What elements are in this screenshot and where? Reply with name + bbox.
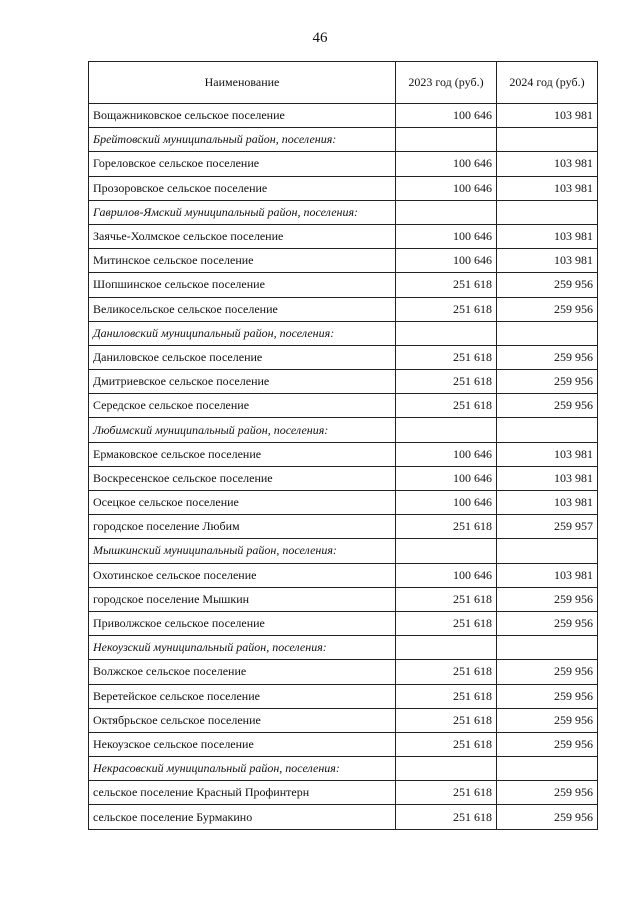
table-row [89, 466, 598, 490]
cell-2024: 259 956 [497, 781, 598, 805]
table-row [89, 805, 598, 829]
cell-2023: 251 618 [396, 587, 497, 611]
table-row [89, 660, 598, 684]
page-number: 46 [312, 30, 328, 46]
cell-2024: 103 981 [497, 249, 598, 273]
table-row [89, 781, 598, 805]
cell-2023 [396, 200, 497, 224]
cell-2023: 251 618 [396, 660, 497, 684]
cell-2023: 251 618 [396, 732, 497, 756]
table-row [89, 104, 598, 128]
cell-name: Мышкинский муниципальный район, поселения: [89, 539, 396, 563]
cell-name: Шопшинское сельское поселение [89, 273, 396, 297]
cell-2024 [497, 200, 598, 224]
cell-name: Некоузское сельское поселение [89, 732, 396, 756]
cell-2024: 103 981 [497, 176, 598, 200]
cell-2023: 251 618 [396, 611, 497, 635]
cell-name: Даниловский муниципальный район, поселения: [89, 321, 396, 345]
cell-name: Даниловское сельское поселение [89, 345, 396, 369]
cell-2024: 259 956 [497, 611, 598, 635]
cell-name: Ермаковское сельское поселение [89, 442, 396, 466]
group-row [89, 636, 598, 660]
cell-name: Волжское сельское поселение [89, 660, 396, 684]
cell-name: Митинское сельское поселение [89, 249, 396, 273]
cell-2024: 259 957 [497, 515, 598, 539]
cell-2024: 103 981 [497, 442, 598, 466]
cell-2024: 103 981 [497, 563, 598, 587]
group-row [89, 128, 598, 152]
cell-2023: 251 618 [396, 515, 497, 539]
header-2024: 2024 год (руб.) [497, 62, 598, 104]
cell-2024: 103 981 [497, 152, 598, 176]
table-row [89, 515, 598, 539]
table-row [89, 394, 598, 418]
cell-name: Некрасовский муниципальный район, поселения: [89, 757, 396, 781]
cell-2023: 251 618 [396, 394, 497, 418]
cell-name: Вощажниковское сельское поселение [89, 104, 396, 128]
cell-2023: 100 646 [396, 152, 497, 176]
cell-name: Воскресенское сельское поселение [89, 466, 396, 490]
cell-name: городское поселение Мышкин [89, 587, 396, 611]
cell-2024 [497, 321, 598, 345]
cell-2023 [396, 636, 497, 660]
table-row [89, 708, 598, 732]
cell-name: Некоузский муниципальный район, поселения: [89, 636, 396, 660]
cell-2024: 259 956 [497, 587, 598, 611]
cell-2024: 259 956 [497, 660, 598, 684]
cell-name: Гаврилов-Ямский муниципальный район, поселения: [89, 200, 396, 224]
cell-2023: 251 618 [396, 273, 497, 297]
cell-2023 [396, 418, 497, 442]
cell-2023: 100 646 [396, 176, 497, 200]
table-row [89, 611, 598, 635]
cell-2024: 259 956 [497, 708, 598, 732]
cell-2023: 251 618 [396, 297, 497, 321]
cell-2024: 103 981 [497, 224, 598, 248]
table-row [89, 587, 598, 611]
table-row [89, 297, 598, 321]
cell-name: Прозоровское сельское поселение [89, 176, 396, 200]
cell-2024: 259 956 [497, 394, 598, 418]
cell-2024: 259 956 [497, 345, 598, 369]
cell-name: Любимский муниципальный район, поселения: [89, 418, 396, 442]
cell-2024 [497, 636, 598, 660]
group-row [89, 321, 598, 345]
table-header-row [89, 62, 598, 104]
cell-2023: 100 646 [396, 104, 497, 128]
table-row [89, 563, 598, 587]
cell-name: Брейтовский муниципальный район, поселения: [89, 128, 396, 152]
cell-2024: 103 981 [497, 491, 598, 515]
cell-name: Заячье-Холмское сельское поселение [89, 224, 396, 248]
table-row [89, 345, 598, 369]
cell-2023: 251 618 [396, 708, 497, 732]
cell-2024: 259 956 [497, 732, 598, 756]
cell-2023: 100 646 [396, 442, 497, 466]
table-row [89, 152, 598, 176]
table-row [89, 176, 598, 200]
cell-2023: 100 646 [396, 224, 497, 248]
cell-2024 [497, 757, 598, 781]
cell-2023: 100 646 [396, 491, 497, 515]
group-row [89, 418, 598, 442]
cell-name: Приволжское сельское поселение [89, 611, 396, 635]
cell-name: Осецкое сельское поселение [89, 491, 396, 515]
cell-2024 [497, 418, 598, 442]
cell-2024: 103 981 [497, 104, 598, 128]
cell-2024: 259 956 [497, 370, 598, 394]
table-row [89, 442, 598, 466]
cell-2024: 259 956 [497, 684, 598, 708]
header-2023: 2023 год (руб.) [396, 62, 497, 104]
table-row [89, 491, 598, 515]
group-row [89, 200, 598, 224]
group-row [89, 757, 598, 781]
cell-2023 [396, 128, 497, 152]
cell-name: сельское поселение Красный Профинтерн [89, 781, 396, 805]
header-name: Наименование [89, 62, 396, 104]
cell-2023: 100 646 [396, 466, 497, 490]
cell-2023: 251 618 [396, 781, 497, 805]
cell-name: сельское поселение Бурмакино [89, 805, 396, 829]
cell-name: Середское сельское поселение [89, 394, 396, 418]
cell-2024 [497, 539, 598, 563]
table-row [89, 732, 598, 756]
cell-2023: 251 618 [396, 684, 497, 708]
cell-2023: 251 618 [396, 345, 497, 369]
cell-2024 [497, 128, 598, 152]
cell-2024: 259 956 [497, 273, 598, 297]
cell-2023: 100 646 [396, 563, 497, 587]
cell-2023: 251 618 [396, 370, 497, 394]
cell-name: городское поселение Любим [89, 515, 396, 539]
table-row [89, 273, 598, 297]
cell-name: Веретейское сельское поселение [89, 684, 396, 708]
table-row [89, 370, 598, 394]
budget-table [88, 61, 598, 830]
table-row [89, 249, 598, 273]
table-row [89, 224, 598, 248]
cell-2023 [396, 757, 497, 781]
cell-2024: 259 956 [497, 297, 598, 321]
cell-2023: 100 646 [396, 249, 497, 273]
table-row [89, 684, 598, 708]
cell-name: Великосельское сельское поселение [89, 297, 396, 321]
cell-name: Гореловское сельское поселение [89, 152, 396, 176]
cell-name: Дмитриевское сельское поселение [89, 370, 396, 394]
cell-2023 [396, 321, 497, 345]
cell-2023 [396, 539, 497, 563]
cell-2024: 259 956 [497, 805, 598, 829]
group-row [89, 539, 598, 563]
cell-name: Охотинское сельское поселение [89, 563, 396, 587]
cell-2024: 103 981 [497, 466, 598, 490]
cell-2023: 251 618 [396, 805, 497, 829]
cell-name: Октябрьское сельское поселение [89, 708, 396, 732]
